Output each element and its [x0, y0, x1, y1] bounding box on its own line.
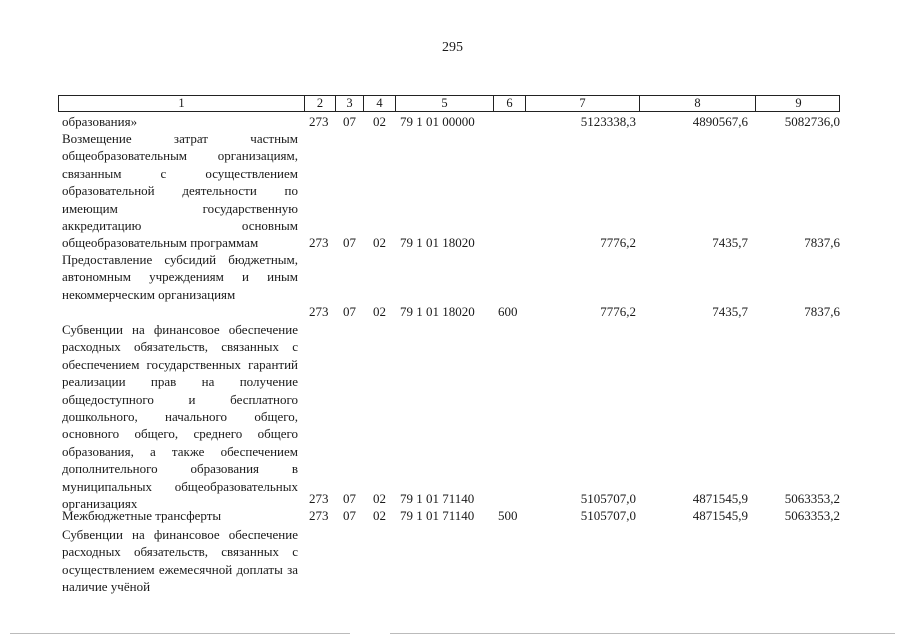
row-description: Субвенции на финансовое обеспечение расходных обязательств, связанных с обеспечением государственных гарантий реализации прав на получение общедоступного и бесплатного дошкольного, начального общего, основного общего, среднего общего образования, а также обеспечением дополнительного образования в муниципальных общеобразовательных организациях: [62, 322, 298, 512]
row-description: Субвенции на финансовое обеспечение расходных обязательств, связанных с осуществлением ежемесячной доплаты за наличие учёной: [62, 527, 298, 595]
cell-col-3: 07: [343, 114, 356, 129]
cell-col-9: 5082736,0: [784, 114, 840, 129]
header-col-2: 2: [304, 96, 335, 111]
cell-col-2: 273: [309, 491, 329, 506]
header-col-9: 9: [755, 96, 841, 111]
table-row: [62, 321, 842, 511]
scan-artifact-left: [10, 633, 350, 634]
cell-col-8: 4871545,9: [692, 508, 748, 523]
header-col-6: 6: [493, 96, 525, 111]
cell-col-6: 600: [498, 304, 518, 319]
cell-col-8: 4890567,6: [692, 114, 748, 129]
table-header: [58, 95, 840, 112]
cell-col-5: 79 1 01 00000: [400, 114, 475, 129]
cell-col-4: 02: [373, 235, 386, 250]
cell-col-7: 7776,2: [600, 235, 636, 250]
row-description: Межбюджетные трансферты: [62, 508, 222, 523]
header-col-4: 4: [363, 96, 395, 111]
table-row: [62, 130, 842, 250]
cell-col-8: 7435,7: [712, 235, 748, 250]
cell-col-3: 07: [343, 304, 356, 319]
cell-col-5: 79 1 01 18020: [400, 235, 475, 250]
row-description: Предоставление субсидий бюджетным, автономным учреждениям и иным некоммерческим организациям: [62, 252, 298, 302]
cell-col-3: 07: [343, 491, 356, 506]
cell-col-6: 500: [498, 508, 518, 523]
cell-col-5: 79 1 01 18020: [400, 304, 475, 319]
row-description: Возмещение затрат частным общеобразовательным организациям, связанным с осуществлением образовательной деятельности по имеющим государственную аккредитацию основным общеобразовательным программам: [62, 131, 298, 251]
cell-col-9: 5063353,2: [784, 491, 840, 506]
cell-col-7: 7776,2: [600, 304, 636, 319]
cell-col-3: 07: [343, 235, 356, 250]
header-col-7: 7: [525, 96, 639, 111]
cell-col-2: 273: [309, 304, 329, 319]
cell-col-7: 5123338,3: [580, 114, 636, 129]
table-row: [62, 526, 842, 596]
cell-col-3: 07: [343, 508, 356, 523]
cell-col-4: 02: [373, 114, 386, 129]
cell-col-4: 02: [373, 508, 386, 523]
cell-col-8: 7435,7: [712, 304, 748, 319]
cell-col-9: 7837,6: [804, 235, 840, 250]
cell-col-7: 5105707,0: [580, 491, 636, 506]
table-row: [62, 251, 842, 321]
header-col-8: 8: [639, 96, 755, 111]
cell-col-9: 7837,6: [804, 304, 840, 319]
cell-col-5: 79 1 01 71140: [400, 508, 475, 523]
header-col-1: 1: [178, 96, 185, 110]
page-number: 295: [442, 40, 463, 55]
table-row: [62, 507, 842, 527]
cell-col-2: 273: [309, 508, 329, 523]
cell-col-9: 5063353,2: [784, 508, 840, 523]
scan-artifact-right: [390, 633, 895, 634]
cell-col-2: 273: [309, 235, 329, 250]
cell-col-7: 5105707,0: [580, 508, 636, 523]
cell-col-5: 79 1 01 71140: [400, 491, 475, 506]
header-col-5: 5: [395, 96, 493, 111]
cell-col-2: 273: [309, 114, 329, 129]
cell-col-4: 02: [373, 304, 386, 319]
cell-col-4: 02: [373, 491, 386, 506]
header-col-3: 3: [335, 96, 363, 111]
row-description: образования»: [62, 114, 138, 129]
cell-col-8: 4871545,9: [692, 491, 748, 506]
